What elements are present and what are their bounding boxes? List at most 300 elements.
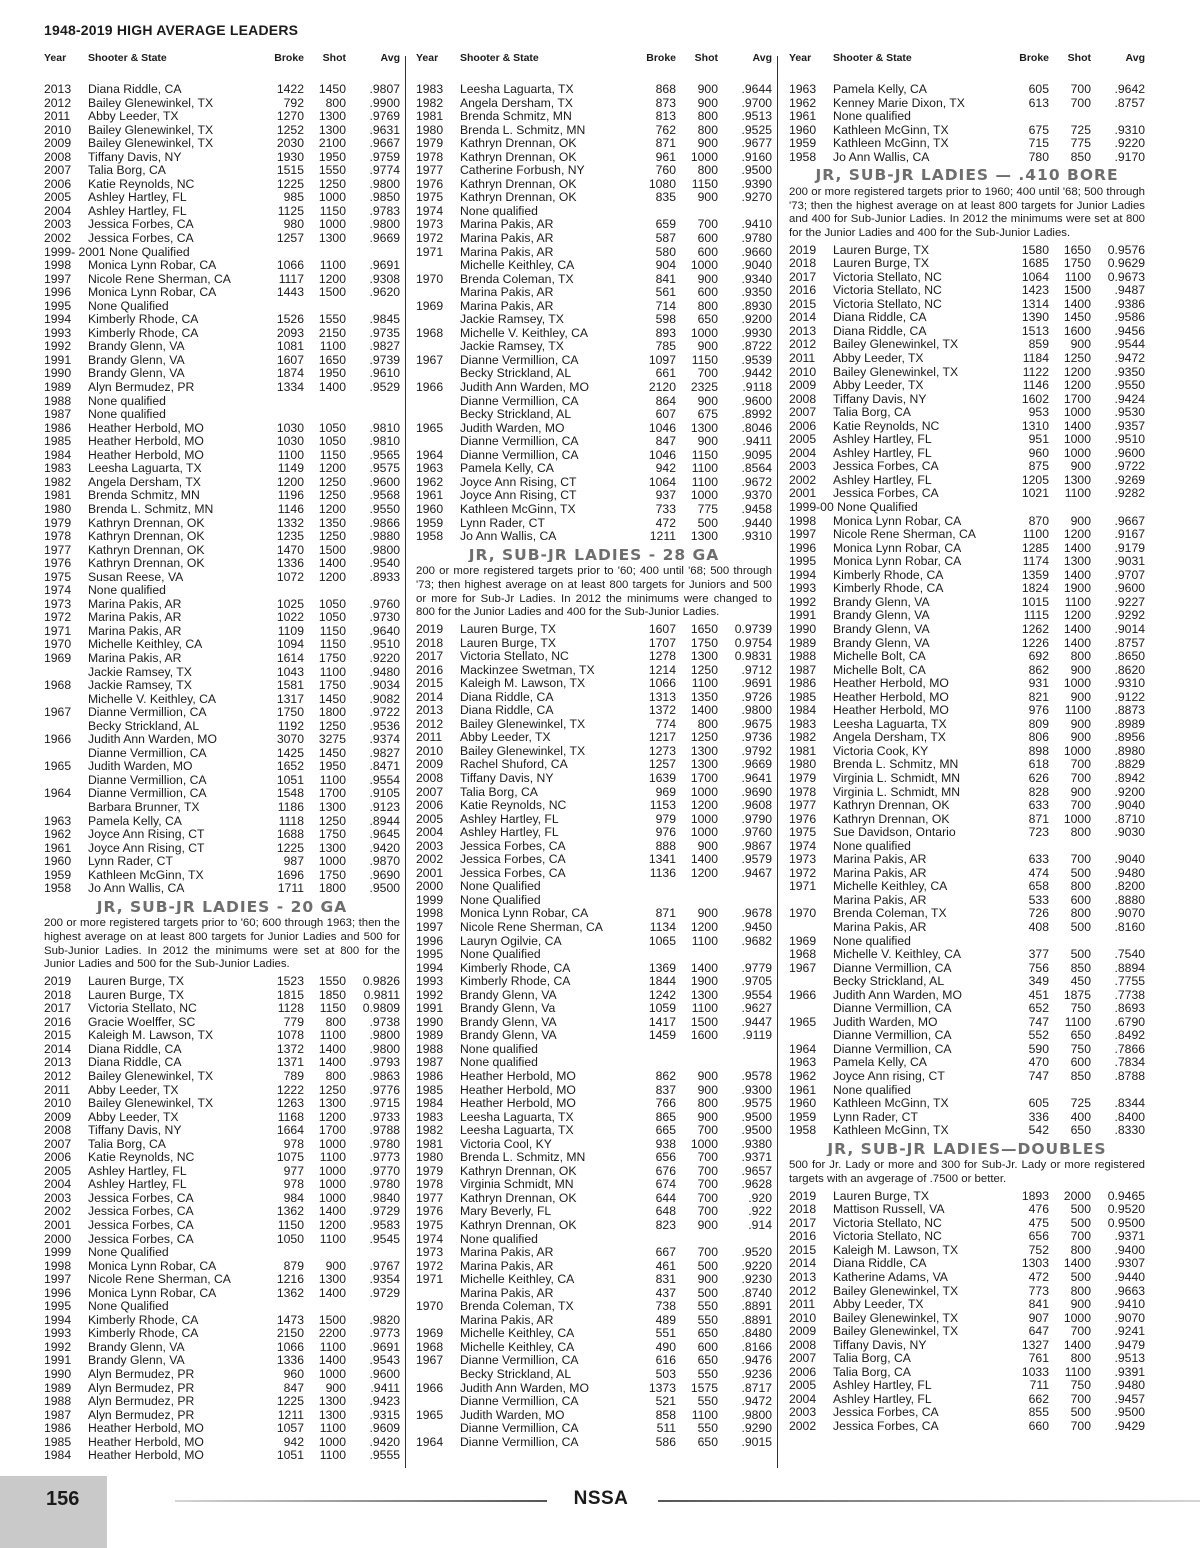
shooter-cell: Kathryn Drennan, OK — [460, 1191, 577, 1205]
shooter-cell: Joyce Ann Rising, CT — [88, 841, 205, 855]
shot-cell: 850 — [1070, 960, 1091, 975]
broke-cell: 858 — [655, 1407, 676, 1422]
avg-cell: .9095 — [741, 447, 772, 462]
year-cell: 1960 — [789, 122, 817, 137]
shooter-cell — [88, 246, 254, 260]
shooter-cell: Marina Pakis, AR — [88, 611, 182, 625]
broke-cell: 1417 — [648, 1014, 676, 1029]
shot-cell: 2200 — [318, 1326, 346, 1341]
shot-cell: 1100 — [1064, 594, 1091, 609]
shot-cell: 900 — [697, 339, 718, 354]
broke-cell: 1263 — [276, 1096, 304, 1111]
table-row — [416, 907, 772, 921]
shooter-cell: Joyce Ann Rising, CT — [460, 489, 577, 503]
shot-cell: 1100 — [319, 1150, 346, 1165]
year-cell: 2009 — [44, 1109, 72, 1124]
shooter-cell: Michelle Bolt, CA — [833, 663, 926, 677]
shot-cell: 1000 — [318, 1434, 346, 1449]
shooter-cell: Ashley Hartley, FL — [833, 433, 932, 447]
year-cell: 1987 — [789, 662, 817, 677]
shot-cell: 700 — [697, 1245, 718, 1260]
shot-cell: 1600 — [1063, 323, 1091, 338]
shot-cell: 1250 — [318, 813, 346, 828]
broke-cell: 1030 — [276, 434, 304, 449]
avg-cell: 0.9520 — [1107, 1202, 1145, 1217]
broke-cell: 674 — [655, 1177, 676, 1192]
table-row — [44, 571, 400, 585]
shot-cell: 1100 — [691, 1407, 718, 1422]
table-row — [416, 731, 772, 745]
table-row — [789, 528, 1145, 542]
year-cell: 1996 — [44, 285, 72, 300]
shooter-cell: None qualified — [833, 110, 911, 124]
avg-cell — [1091, 110, 1145, 124]
table-row — [44, 1016, 400, 1030]
table-row — [416, 83, 772, 97]
year-cell: 1969 — [789, 933, 817, 948]
shot-cell: 1200 — [690, 919, 718, 934]
avg-cell: .9034 — [369, 678, 400, 693]
table-row — [44, 191, 400, 205]
avg-cell: .8873 — [1114, 703, 1145, 718]
shooter-cell: Dianne Vermillion, CA — [460, 353, 579, 367]
avg-cell: .9014 — [1114, 621, 1145, 636]
broke-cell: 1043 — [276, 664, 304, 679]
avg-cell: .9420 — [369, 840, 400, 855]
shot-cell: 1400 — [318, 1041, 346, 1056]
avg-cell: .9458 — [741, 501, 772, 516]
avg-cell: .9391 — [1114, 1364, 1145, 1379]
avg-cell: .9520 — [741, 1245, 772, 1260]
shot-cell: 1200 — [318, 461, 346, 476]
table-row — [44, 1084, 400, 1098]
table-row — [416, 1382, 772, 1396]
table-row — [44, 1273, 400, 1287]
shooter-cell: Tiffany Davis, NY — [460, 771, 554, 785]
broke-cell: 979 — [655, 811, 676, 826]
table-row — [416, 840, 772, 854]
shot-cell: 800 — [325, 1014, 346, 1029]
broke-cell: 586 — [655, 1434, 676, 1449]
broke-cell: 879 — [283, 1258, 304, 1273]
shooter-cell: Tiffany Davis, NY — [833, 1338, 927, 1352]
broke-cell: 1128 — [277, 1001, 304, 1016]
year-cell: 1992 — [44, 339, 72, 354]
avg-cell: .8757 — [1114, 95, 1145, 110]
shot-cell: 675 — [697, 407, 718, 422]
shooter-cell: Heather Herbold, MO — [833, 690, 949, 704]
broke-cell: 760 — [655, 163, 676, 178]
year-cell: 1964 — [416, 447, 444, 462]
shot-cell: 1400 — [318, 556, 346, 571]
avg-cell: .9354 — [369, 1272, 400, 1287]
table-row — [44, 489, 400, 503]
shooter-cell: Leesha Laguarta, TX — [460, 1110, 574, 1124]
broke-cell: 552 — [1028, 1028, 1049, 1043]
shooter-cell: Kathryn Drennan, OK — [88, 543, 205, 557]
broke-cell: 1146 — [1022, 378, 1049, 393]
year-cell — [416, 259, 460, 273]
year-cell: 1994 — [44, 1312, 72, 1327]
shooter-cell: Kaleigh M. Lawson, TX — [460, 677, 586, 691]
table-row — [416, 151, 772, 165]
broke-cell: 904 — [655, 258, 676, 273]
avg-cell: .9820 — [369, 1312, 400, 1327]
table-row — [416, 745, 772, 759]
shooter-cell: Kimberly Rhode, CA — [88, 313, 199, 327]
shot-cell: 1650 — [1063, 242, 1091, 257]
shooter-cell: Ashley Hartley, FL — [460, 812, 559, 826]
shooter-cell: Monica Lynn Robar, CA — [833, 514, 962, 528]
shooter-cell: Lynn Rader, CT — [88, 855, 173, 869]
year-cell: 1977 — [44, 542, 72, 557]
year-cell: 2019 — [789, 1188, 817, 1203]
year-cell: 2006 — [44, 1150, 72, 1165]
table-row — [416, 1056, 772, 1070]
shot-cell: 900 — [1070, 1297, 1091, 1312]
broke-cell: 613 — [1028, 95, 1049, 110]
year-cell: 2004 — [789, 1391, 817, 1406]
shooter-cell: Lauren Burge, TX — [88, 988, 184, 1002]
table-row — [789, 1257, 1145, 1271]
shooter-cell: Heather Herbold, MO — [88, 421, 204, 435]
shot-cell: 1700 — [690, 770, 718, 785]
shot-cell: 850 — [1070, 1069, 1091, 1083]
shooter-cell: Diana Riddle, CA — [833, 1257, 927, 1271]
shot-cell: 1100 — [691, 461, 718, 476]
year-cell: 1999- 2001 None Qualified — [44, 244, 190, 259]
avg-cell: .9123 — [369, 799, 400, 814]
year-cell: 1987 — [44, 407, 72, 422]
header-avg: Avg — [380, 52, 400, 64]
broke-cell: 1078 — [276, 1028, 304, 1043]
footer-brand: NSSA — [573, 1488, 629, 1509]
year-cell: 1990 — [44, 1367, 72, 1382]
broke-cell: 711 — [1029, 1378, 1049, 1393]
year-cell — [416, 1314, 460, 1328]
avg-cell: .9160 — [741, 149, 772, 164]
avg-cell: .9310 — [1114, 122, 1145, 137]
broke-cell: 692 — [1028, 649, 1049, 664]
year-cell: 1970 — [789, 906, 817, 921]
broke-cell: 1362 — [276, 1204, 304, 1219]
table-row — [789, 1203, 1145, 1217]
avg-cell: .9810 — [369, 420, 400, 435]
shot-cell: 1100 — [1064, 1364, 1091, 1379]
avg-cell: .9350 — [1114, 364, 1145, 379]
broke-cell: 1473 — [276, 1312, 304, 1327]
shot-cell: 1400 — [1063, 296, 1091, 311]
avg-cell — [1091, 840, 1145, 854]
shot-cell: 800 — [1070, 879, 1091, 894]
shot-cell: 1100 — [319, 664, 346, 679]
broke-cell: 873 — [655, 95, 676, 110]
year-cell: 2015 — [416, 676, 444, 691]
year-cell: 1993 — [44, 325, 72, 340]
table-row — [789, 311, 1145, 325]
shooter-cell: Jackie Ramsey, TX — [88, 665, 192, 679]
broke-cell: 1117 — [278, 271, 304, 286]
year-cell: 1960 — [416, 501, 444, 516]
shot-cell — [304, 300, 346, 314]
year-cell: 1995 — [44, 1299, 72, 1314]
shooter-cell: Alyn Bermudez, PR — [88, 1395, 195, 1409]
shooter-cell: Dianne Vermillion, CA — [460, 1435, 579, 1449]
shooter-cell: Jo Ann Wallis, CA — [833, 150, 930, 164]
avg-cell: 0.9831 — [734, 649, 772, 664]
avg-cell: .9810 — [369, 434, 400, 449]
shooter-cell: Kathleen McGinn, TX — [88, 868, 204, 882]
year-cell: 1989 — [789, 635, 817, 650]
year-cell: 1958 — [44, 881, 72, 896]
broke-cell: 616 — [655, 1353, 676, 1368]
avg-cell — [1091, 501, 1145, 515]
broke-cell: 633 — [1028, 852, 1049, 867]
table-row — [44, 151, 400, 165]
table-row — [416, 354, 772, 368]
year-cell: 1966 — [416, 380, 444, 395]
avg-cell — [718, 880, 772, 894]
shooter-cell: Katie Reynolds, NC — [88, 1151, 195, 1165]
broke-cell: 1065 — [648, 933, 676, 948]
year-cell: 1996 — [44, 1285, 72, 1300]
broke-cell: 1459 — [648, 1028, 676, 1043]
shot-cell: 1100 — [691, 933, 718, 948]
avg-cell: .9308 — [369, 271, 400, 286]
broke-cell: 1059 — [648, 1001, 676, 1016]
broke-cell: 474 — [1028, 865, 1049, 880]
broke-cell: 847 — [655, 434, 676, 449]
shot-cell: 900 — [697, 838, 718, 853]
year-cell: 1996 — [416, 933, 444, 948]
shooter-cell: Heather Herbold, MO — [88, 1435, 204, 1449]
year-cell: 2008 — [44, 149, 72, 164]
avg-cell: .9583 — [369, 1218, 400, 1233]
shooter-cell: Kaleigh M. Lawson, TX — [833, 1243, 959, 1257]
header-year: Year — [416, 52, 439, 64]
broke-cell: 1134 — [649, 919, 676, 934]
avg-cell: .9480 — [369, 664, 400, 679]
shooter-cell: Katie Reynolds, NC — [88, 177, 195, 191]
year-cell: 1985 — [44, 1434, 72, 1449]
broke-cell: 1310 — [1021, 418, 1049, 433]
year-cell: 1959 — [416, 515, 444, 530]
avg-cell: .8891 — [741, 1299, 772, 1314]
broke-cell: 868 — [655, 82, 676, 96]
shooter-cell: Judith Ann Warden, MO — [460, 1381, 589, 1395]
avg-cell: .9608 — [741, 798, 772, 813]
section-description: 200 or more registered targets prior to 1960; 400 until '68; 500 through '73; then the highest average on at least 800 targets for Junior Ladies and 400 for Sub-Junior Ladies. In 2012 the minimums were set at 800 for the Junior Ladies and 400 for the Sub-Junior Ladies. — [789, 185, 1145, 239]
year-cell: 2013 — [416, 703, 444, 718]
shot-cell: 1750 — [318, 650, 346, 665]
shooter-cell: Jessica Forbes, CA — [833, 460, 939, 474]
broke-cell: 349 — [1028, 974, 1049, 989]
avg-cell: .9030 — [1114, 825, 1145, 840]
avg-cell: .9179 — [1114, 540, 1145, 555]
shot-cell: 1100 — [1064, 703, 1091, 718]
broke-cell: 841 — [1028, 1297, 1049, 1312]
broke-cell: 723 — [1028, 825, 1049, 840]
broke-cell — [626, 205, 676, 219]
table-row — [789, 352, 1145, 366]
broke-cell: 1285 — [1021, 540, 1049, 555]
shot-cell: 1500 — [1063, 283, 1091, 298]
shot-cell: 500 — [697, 515, 718, 530]
shot-cell: 1000 — [318, 854, 346, 869]
table-row — [416, 381, 772, 395]
shot-cell: 1300 — [690, 420, 718, 435]
shooter-cell: Ashley Hartley, FL — [833, 473, 932, 487]
avg-cell: .8788 — [1114, 1069, 1145, 1083]
table-row — [416, 1246, 772, 1260]
shooter-cell: Victoria Stellato, NC — [833, 270, 942, 284]
table-row — [416, 1219, 772, 1233]
avg-cell: .9610 — [369, 366, 400, 381]
year-cell: 1975 — [789, 825, 817, 840]
shooter-cell: None qualified — [460, 204, 538, 218]
shot-cell: 2325 — [690, 380, 718, 395]
shooter-cell: Heather Herbold, MO — [88, 448, 204, 462]
avg-cell: .8980 — [1114, 743, 1145, 758]
shooter-cell: Angela Dersham, TX — [88, 475, 201, 489]
year-cell: 2005 — [789, 432, 817, 447]
page-number-tab — [0, 1476, 107, 1548]
shot-cell: 900 — [1070, 689, 1091, 704]
shooter-cell: Kathryn Drennan, OK — [88, 516, 205, 530]
avg-cell: 0.9826 — [362, 974, 400, 989]
year-cell: 1974 — [44, 583, 72, 598]
avg-cell: .8650 — [1114, 649, 1145, 664]
shot-cell: 750 — [1070, 1041, 1091, 1056]
year-cell: 2016 — [416, 662, 444, 677]
table-row — [44, 1260, 400, 1274]
avg-cell — [718, 894, 772, 908]
table-row — [416, 517, 772, 531]
shooter-cell: Brandy Glenn, VA — [833, 595, 930, 609]
year-cell: 1975 — [416, 1218, 444, 1233]
avg-cell: .9423 — [369, 1394, 400, 1409]
broke-cell: 976 — [655, 825, 676, 840]
broke-cell: 984 — [283, 1190, 304, 1205]
table-row — [416, 218, 772, 232]
shot-cell: 1300 — [690, 529, 718, 544]
broke-cell: 1051 — [276, 772, 304, 787]
avg-cell: .9773 — [369, 1326, 400, 1341]
table-row — [789, 894, 1145, 908]
year-cell: 1981 — [789, 743, 817, 758]
avg-cell: 0.9739 — [734, 621, 772, 636]
shot-cell — [304, 246, 346, 260]
year-cell: 1995 — [416, 947, 444, 962]
year-cell: 1998 — [44, 1258, 72, 1273]
avg-cell: .9440 — [741, 515, 772, 530]
year-cell: 1986 — [44, 1421, 72, 1436]
shooter-cell: Kathryn Drennan, OK — [460, 150, 577, 164]
year-cell: 2014 — [44, 1041, 72, 1056]
shooter-cell: Mary Beverly, FL — [460, 1205, 552, 1219]
shooter-cell: Kathryn Drennan, OK — [88, 557, 205, 571]
avg-cell: .9800 — [369, 176, 400, 191]
table-row — [416, 476, 772, 490]
year-cell: 1962 — [416, 474, 444, 489]
shooter-cell: None Qualified — [460, 880, 541, 894]
year-cell: 2003 — [44, 1190, 72, 1205]
year-cell: 1974 — [416, 1231, 444, 1246]
table-row — [44, 774, 400, 788]
table-row — [789, 582, 1145, 596]
shot-cell: 1050 — [318, 434, 346, 449]
table-row — [789, 664, 1145, 678]
shooter-cell: Monica Lynn Robar, CA — [88, 1259, 217, 1273]
table-row — [44, 1219, 400, 1233]
broke-cell: 1186 — [277, 799, 304, 814]
avg-cell: .9930 — [741, 325, 772, 340]
avg-cell: .8717 — [741, 1380, 772, 1395]
year-cell — [789, 1002, 833, 1016]
shooter-cell: None Qualified — [460, 948, 541, 962]
avg-cell: .8693 — [1114, 1001, 1145, 1016]
avg-cell: .9667 — [369, 136, 400, 151]
year-cell: 1966 — [416, 1380, 444, 1395]
column-header-row — [789, 50, 1145, 66]
table-row — [789, 97, 1145, 111]
year-cell — [44, 666, 88, 680]
table-row — [789, 379, 1145, 393]
shot-cell: 1450 — [318, 691, 346, 706]
table-row — [789, 962, 1145, 976]
table-row — [416, 124, 772, 138]
shooter-cell — [833, 501, 999, 515]
avg-cell — [1091, 935, 1145, 949]
broke-cell: 951 — [1028, 432, 1049, 447]
shooter-cell: Kimberly Rhode, CA — [88, 326, 199, 340]
table-row — [44, 584, 400, 598]
table-row — [789, 1002, 1145, 1016]
shooter-cell: Tiffany Davis, NY — [88, 150, 182, 164]
year-cell: 2012 — [789, 1283, 817, 1298]
shot-cell: 1400 — [1063, 1256, 1091, 1271]
shooter-cell: Talia Borg, CA — [88, 1137, 166, 1151]
shooter-cell: Talia Borg, CA — [460, 785, 538, 799]
shooter-cell: Talia Borg, CA — [88, 164, 166, 178]
avg-cell: .9220 — [741, 1258, 772, 1273]
year-cell: 1989 — [416, 1028, 444, 1043]
shot-cell: 1000 — [690, 258, 718, 273]
avg-cell: .9371 — [741, 1150, 772, 1165]
broke-cell: 747 — [1028, 1069, 1049, 1083]
year-cell: 1964 — [44, 786, 72, 801]
shot-cell: 1300 — [1063, 472, 1091, 487]
broke-cell: 1523 — [276, 974, 304, 989]
shot-cell: 1000 — [318, 1190, 346, 1205]
shooter-cell: Tiffany Davis, NY — [833, 392, 927, 406]
broke-cell: 1125 — [277, 203, 304, 218]
table-row — [44, 1382, 400, 1396]
avg-cell: .9119 — [742, 1028, 772, 1043]
table-row — [789, 393, 1145, 407]
avg-cell: .9863 — [369, 1069, 400, 1083]
shooter-cell: Monica Lynn Robar, CA — [460, 907, 589, 921]
shooter-cell: Kimberly Rhode, CA — [833, 568, 944, 582]
year-cell: 2013 — [44, 82, 72, 96]
avg-cell — [718, 1056, 772, 1070]
avg-cell: .9122 — [1114, 689, 1145, 704]
avg-cell: .9779 — [741, 960, 772, 975]
table-row — [44, 828, 400, 842]
table-row — [44, 693, 400, 707]
year-cell: 2002 — [44, 231, 72, 246]
broke-cell: 605 — [1028, 82, 1049, 96]
